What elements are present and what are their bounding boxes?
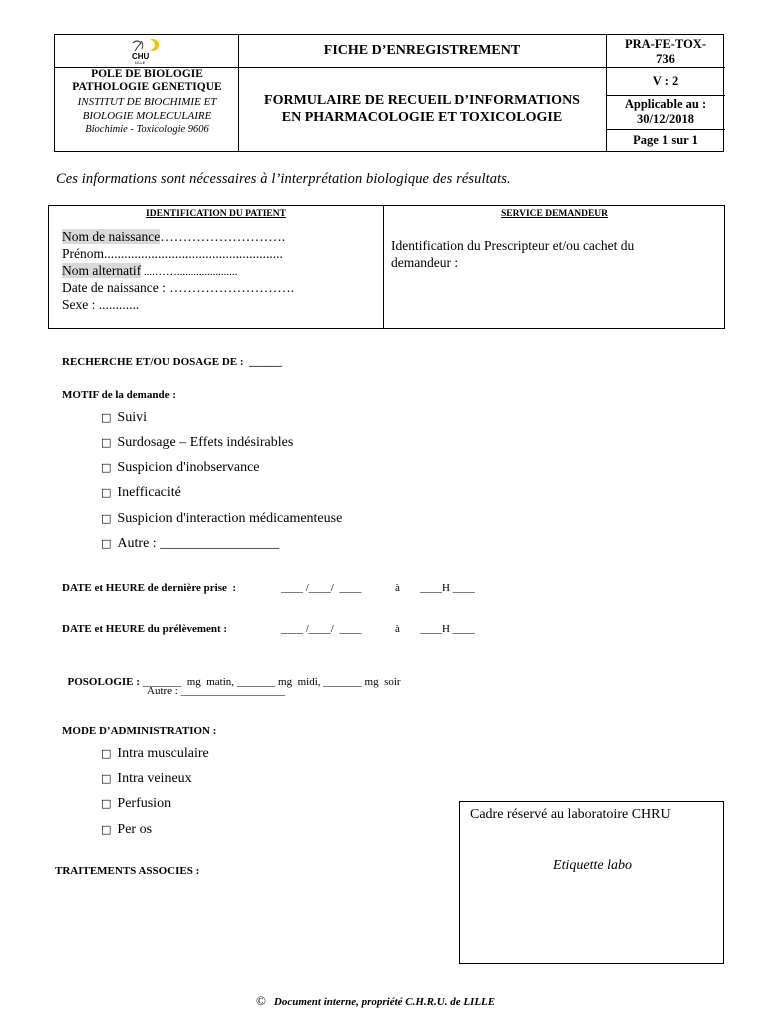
alt-name-dots: ....……...................... (141, 266, 238, 278)
checkbox-icon[interactable]: □ (101, 512, 112, 525)
administration-label: MODE D’ADMINISTRATION : (62, 725, 217, 737)
chu-logo (123, 37, 169, 65)
last-dose-a: à (395, 582, 400, 594)
applicable-date: 30/12/2018 (637, 112, 694, 126)
ref-line1: PRA-FE-TOX- (624, 37, 706, 51)
checkbox-icon[interactable]: □ (101, 411, 112, 424)
patient-heading: IDENTIFICATION DU PATIENT (146, 209, 286, 219)
form-type: FICHE D’ENREGISTREMENT (323, 43, 521, 58)
checkbox-icon[interactable]: □ (101, 797, 112, 810)
checkbox-icon[interactable]: □ (101, 486, 112, 499)
motif-option[interactable]: □ Suspicion d'interaction médicamenteuse (101, 511, 343, 526)
checkbox-icon[interactable]: □ (101, 537, 112, 550)
checkbox-icon[interactable]: □ (101, 461, 112, 474)
applicable-label: Applicable au : (624, 97, 707, 111)
last-dose-time[interactable]: ____H ____ (420, 582, 475, 594)
birth-name-label: Nom de naissance (62, 229, 161, 244)
checkbox-icon[interactable]: □ (101, 772, 112, 785)
first-name-field[interactable]: Prénom..................................................... (62, 246, 283, 261)
administration-option[interactable]: □ Per os (101, 822, 153, 837)
intro-text: Ces informations sont nécessaires à l’interprétation biologique des résultats. (56, 171, 511, 187)
alt-name-field[interactable] (62, 263, 237, 279)
last-dose-label: DATE et HEURE de dernière prise : (62, 582, 237, 594)
administration-option[interactable]: □ Perfusion (101, 796, 172, 811)
identification-table (48, 205, 725, 329)
logo-text: CHU (132, 52, 150, 61)
footer-text: Document interne, propriété C.H.R.U. de LILLE (273, 996, 496, 1008)
checkbox-icon[interactable]: □ (101, 747, 112, 760)
lab-label: Etiquette labo (553, 858, 632, 873)
motif-option[interactable]: □ Suivi (101, 410, 147, 425)
administration-option[interactable]: □ Intra musculaire (101, 746, 209, 761)
form-title-line2: EN PHARMACOLOGIE ET TOXICOLOGIE (281, 110, 563, 125)
institute-line3: Biochimie - Toxicologie 9606 (85, 124, 209, 135)
page-number: Page 1 sur 1 (633, 133, 698, 147)
copyright-icon: © (256, 993, 266, 1008)
motif-option[interactable]: □ Autre : _________________ (101, 536, 280, 551)
form-title-line1: FORMULAIRE DE RECUEIL D’INFORMATIONS (264, 93, 580, 108)
last-dose-date[interactable]: ____ /____/ ____ (281, 582, 362, 594)
research-label[interactable]: RECHERCHE ET/OU DOSAGE DE : ______ (62, 356, 283, 368)
department: POLE DE BIOLOGIE PATHOLOGIE GENETIQUE (72, 68, 222, 93)
motif-option[interactable]: □ Suspicion d'inobservance (101, 460, 260, 475)
service-line2: demandeur : (391, 255, 459, 270)
motif-option[interactable]: □ Inefficacité (101, 485, 181, 500)
alt-name-label: Nom alternatif (62, 263, 142, 278)
footer (256, 993, 495, 1009)
posology-label: POSOLOGIE : (67, 676, 140, 688)
institute-line1: INSTITUT DE BIOCHIMIE ET (77, 96, 217, 108)
sampling-date[interactable]: ____ /____/ ____ (281, 623, 362, 635)
service-heading: SERVICE DEMANDEUR (500, 209, 609, 219)
sex-field[interactable]: Sexe : ............ (62, 297, 140, 312)
header-table (54, 34, 724, 152)
birth-date-field[interactable]: Date de naissance : ………………………. (62, 280, 295, 295)
sampling-a: à (395, 623, 400, 635)
treatments-label: TRAITEMENTS ASSOCIES : (55, 865, 200, 877)
birth-name-field[interactable] (62, 229, 285, 245)
checkbox-icon[interactable]: □ (101, 823, 112, 836)
sampling-label: DATE et HEURE du prélèvement : (62, 623, 228, 635)
administration-option[interactable]: □ Intra veineux (101, 771, 192, 786)
lab-box-title: Cadre réservé au laboratoire CHRU (470, 807, 671, 822)
lab-box (459, 801, 724, 964)
version: V : 2 (652, 74, 679, 88)
service-line1: Identification du Prescripteur et/ou cachet du (391, 238, 635, 253)
posology-line: _______ mg matin, _______ mg midi, _______ mg soir (139, 676, 401, 688)
birth-name-dots: ………………………. (160, 229, 286, 244)
checkbox-icon[interactable]: □ (101, 436, 112, 449)
logo-subtext: LILLE (135, 60, 146, 65)
institute-line2: BIOLOGIE MOLECULAIRE (82, 110, 212, 122)
motif-label: MOTIF de la demande : (62, 389, 176, 401)
posology-other[interactable]: Autre : ___________________ (147, 685, 286, 697)
sampling-time[interactable]: ____H ____ (420, 623, 475, 635)
motif-option[interactable]: □ Surdosage – Effets indésirables (101, 435, 294, 450)
ref-line2: 736 (656, 52, 675, 66)
